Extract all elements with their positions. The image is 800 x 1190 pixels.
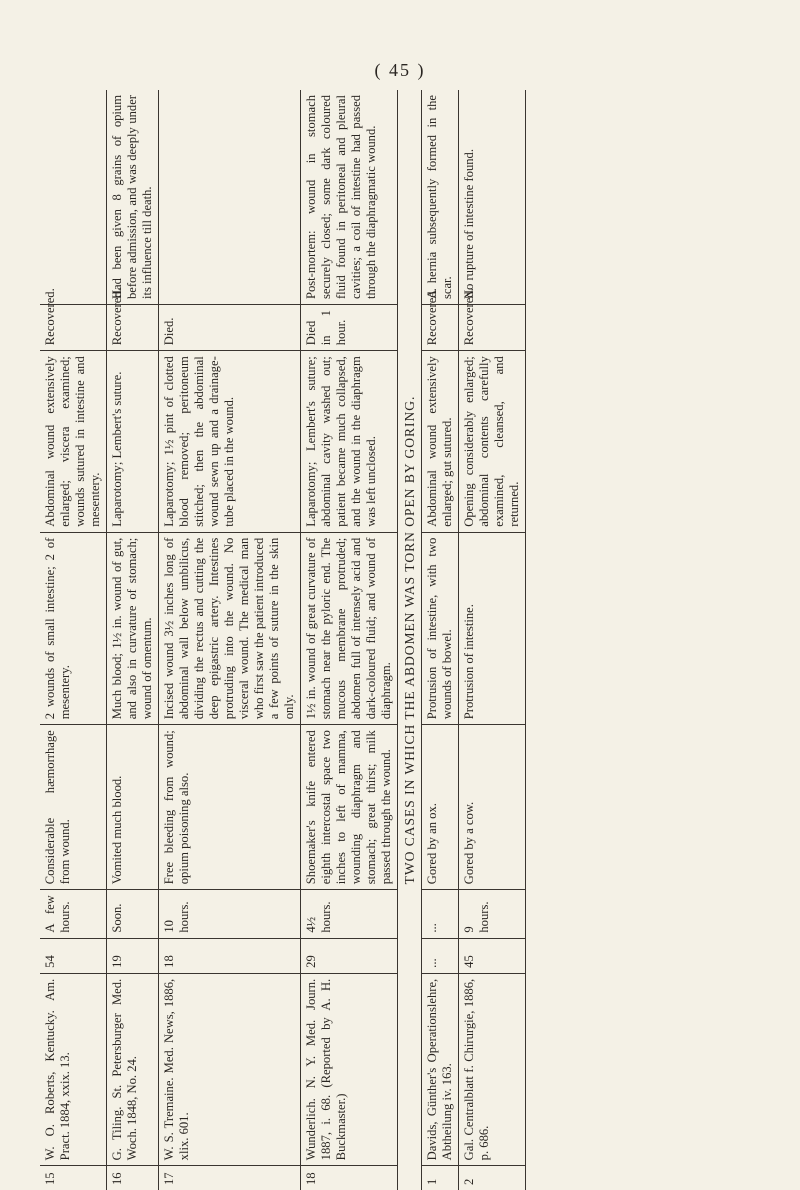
case-reference: Gal. Centralblatt f. Chirurgie, 1886, p. 686. <box>459 973 526 1166</box>
case-number: 17 <box>159 1166 301 1190</box>
table-row <box>40 90 107 1190</box>
case-number: 2 <box>459 1166 526 1190</box>
case-age: 54 <box>40 938 107 973</box>
case-injuries: Incised wound 3½ inches long of abdominal wall below umbilicus, dividing the rectus and cutting the deep epigastric artery. Intestines protruding into the wound. No visceral wound. The medical man who first saw the patient introduced a few points of suture in the skin only. <box>159 532 301 725</box>
case-number: 15 <box>40 1166 107 1190</box>
case-remarks: No rupture of intestine found. <box>459 90 526 305</box>
case-reference: W. S. Tremaine. Med. News, 1886, xlix. 601. <box>159 973 301 1166</box>
case-symptoms: Gored by an ox. <box>422 725 459 890</box>
case-age: 29 <box>301 938 398 973</box>
case-symptoms: Considerable hæmorrhage from wound. <box>40 725 107 890</box>
case-result: Recovered. <box>40 305 107 351</box>
case-number: 18 <box>301 1166 398 1190</box>
case-remarks: Post-mortem: wound in stomach securely closed; some dark coloured fluid found in peritoneal and pleural cavities; a coil of intestine had passed through the diaphragmatic wound. <box>301 90 398 305</box>
page-number: ( 45 ) <box>374 60 426 80</box>
case-treatment: Laparotomy; Lembert's suture. <box>107 351 159 533</box>
case-treatment: Laparotomy; 1½ pint of clotted blood removed; peritoneum stitched; then the abdominal wound sewn up and a drainage-tube placed in the wound. <box>159 351 301 533</box>
case-treatment: Abdominal wound extensively enlarged; gut sutured. <box>422 351 459 533</box>
table-row <box>159 90 301 1190</box>
case-symptoms: Free bleeding from wound; opium poisoning also. <box>159 725 301 890</box>
section-heading: TWO CASES IN WHICH THE ABDOMEN WAS TORN OPEN BY GORING. <box>398 90 422 1190</box>
table-row <box>422 90 459 1190</box>
table-row <box>107 90 159 1190</box>
case-treatment: Abdominal wound extensively enlarged; viscera examined; wounds sutured in intestine and mesentery. <box>40 351 107 533</box>
case-number: 16 <box>107 1166 159 1190</box>
case-injuries: Protrusion of intestine. <box>459 532 526 725</box>
case-time: ... <box>422 890 459 938</box>
case-remarks: A hernia subsequently formed in the scar. <box>422 90 459 305</box>
case-age: 18 <box>159 938 301 973</box>
case-time: Soon. <box>107 890 159 938</box>
case-injuries: Much blood; 1½ in. wound of gut, and also in curvature of stomach; wound of omentum. <box>107 532 159 725</box>
case-symptoms: Shoemaker's knife entered eighth intercostal space two inches to left of mamma, wounding diaphragm and stomach; great thirst; milk passed through the wound. <box>301 725 398 890</box>
case-age: 45 <box>459 938 526 973</box>
case-treatment: Opening considerably enlarged; abdominal contents carefully examined, cleansed, and returned. <box>459 351 526 533</box>
case-reference: Davids, Günther's Operationslehre, Abtheilung iv. 163. <box>422 973 459 1166</box>
case-result: Recovered. <box>107 305 159 351</box>
case-time: 9 hours. <box>459 890 526 938</box>
table-row <box>301 90 398 1190</box>
case-age: 19 <box>107 938 159 973</box>
case-table-rotated <box>40 90 760 1190</box>
case-time: 4½ hours. <box>301 890 398 938</box>
case-remarks: Had been given 8 grains of opium before admission, and was deeply under its influence till death. <box>107 90 159 305</box>
case-result: Recovered. <box>459 305 526 351</box>
case-symptoms: Vomited much blood. <box>107 725 159 890</box>
case-result: Recovered. <box>422 305 459 351</box>
case-treatment: Laparotomy; Lembert's suture; abdominal cavity washed out; patient became much collapsed, and the wound in the diaphragm was left unclosed. <box>301 351 398 533</box>
case-number: 1 <box>422 1166 459 1190</box>
case-remarks <box>40 90 107 305</box>
case-reference: W. O. Roberts, Kentucky. Am. Pract. 1884, xxix. 13. <box>40 973 107 1166</box>
table-row <box>459 90 526 1190</box>
case-reference: G. Tiling. St. Petersburger Med. Woch. 1848, No. 24. <box>107 973 159 1166</box>
case-time: A few hours. <box>40 890 107 938</box>
case-age: ... <box>422 938 459 973</box>
case-remarks <box>159 90 301 305</box>
case-injuries: 1½ in. wound of great curvature of stomach near the pyloric end. The mucous membrane protruded; abdomen full of intensely acid and dark-coloured fluid; and wound of diaphragm. <box>301 532 398 725</box>
case-time: 10 hours. <box>159 890 301 938</box>
case-injuries: Protrusion of intestine, with two wounds of bowel. <box>422 532 459 725</box>
case-reference: Wunderlich. N. Y. Med. Journ. 1887, i. 68. (Reported by A. H. Buckmaster.) <box>301 973 398 1166</box>
case-result: Died in 1 hour. <box>301 305 398 351</box>
case-table <box>40 90 526 1190</box>
case-symptoms: Gored by a cow. <box>459 725 526 890</box>
case-injuries: 2 wounds of small intestine; 2 of mesentery. <box>40 532 107 725</box>
case-result: Died. <box>159 305 301 351</box>
section-heading-row <box>398 90 422 1190</box>
